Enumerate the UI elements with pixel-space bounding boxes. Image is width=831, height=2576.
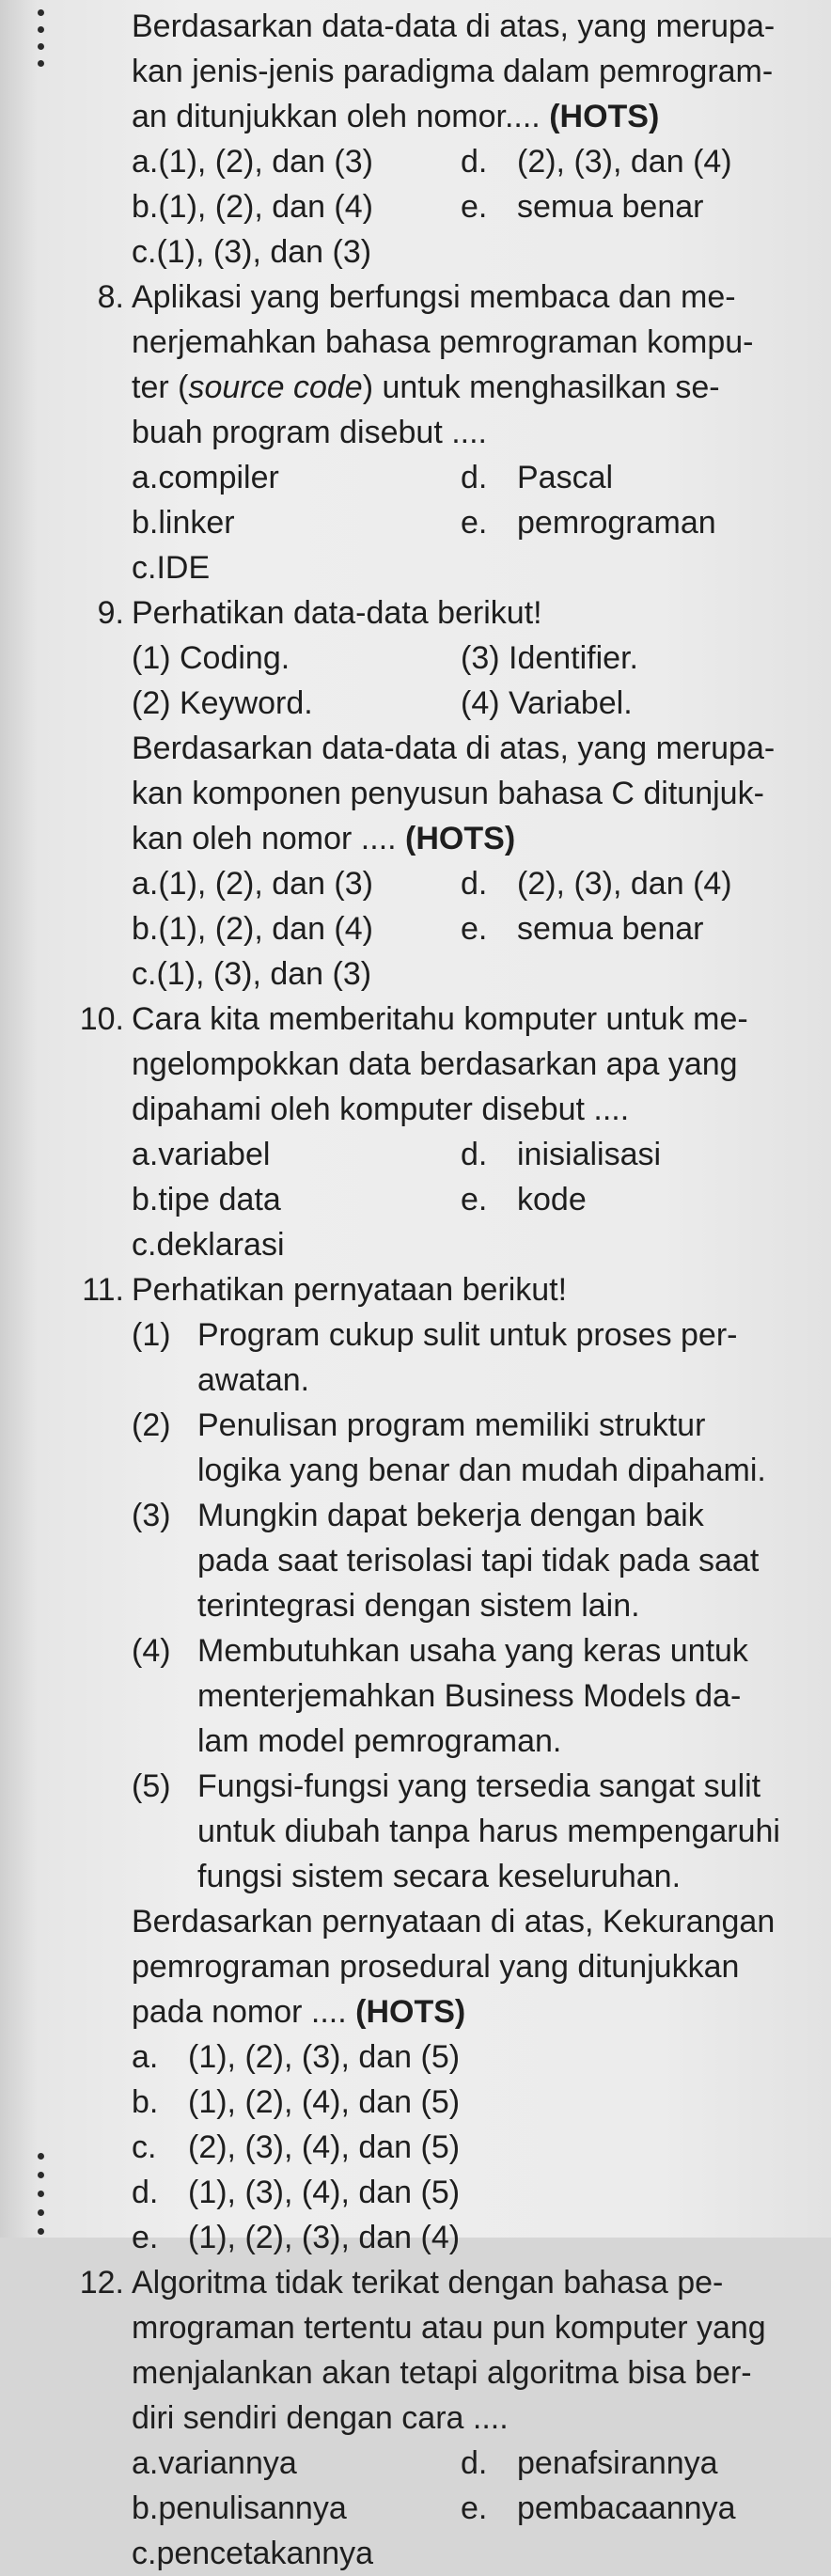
statement-4: (4) Membutuhkan usaha yang keras untuk menterjemahkan Business Models da- lam model pemrograman. — [132, 1633, 748, 1759]
question-11 — [82, 1267, 818, 2260]
binding-hole — [38, 2172, 44, 2178]
option-a[interactable]: a. (1), (2), dan (3) — [132, 144, 373, 180]
question-7 — [132, 4, 818, 275]
option-d[interactable]: d. Pascal — [461, 460, 614, 495]
hots-label: (HOTS) — [405, 821, 516, 856]
option-row — [132, 455, 818, 500]
question-text-line: kan komponen penyusun bahasa C ditunjuk- — [132, 776, 764, 811]
option-b[interactable]: b. penulisannya — [132, 2490, 347, 2526]
option-c[interactable]: c. IDE — [132, 550, 211, 586]
question-number: 12. — [79, 2265, 124, 2301]
question-text-line: ter (source code) untuk menghasilkan se- — [132, 369, 720, 405]
question-text-line: an ditunjukkan oleh nomor.... (HOTS) — [132, 99, 660, 134]
question-number: 8. — [97, 279, 124, 315]
question-list — [79, 0, 818, 2576]
question-text-line: kan jenis-jenis paradigma dalam pemrogram- — [132, 54, 774, 89]
option-a[interactable]: a. variannya — [132, 2445, 297, 2481]
option-b[interactable]: b. (1), (2), dan (4) — [132, 189, 373, 225]
question-text-line: pemrograman prosedural yang ditunjukkan — [132, 1949, 740, 1985]
option-row — [132, 2531, 818, 2576]
question-text-line: dipahami oleh komputer disebut .... — [132, 1092, 630, 1127]
option-e[interactable]: e. (1), (2), (3), dan (4) — [132, 2220, 461, 2255]
option-b[interactable]: b. tipe data — [132, 1182, 281, 1217]
statement-3: (3) Mungkin dapat bekerja dengan baik pada saat terisolasi tapi tidak pada saat terintegrasi dengan sistem lain. — [132, 1498, 760, 1624]
option-row — [132, 139, 818, 184]
question-text-line: nerjemahkan bahasa pemrograman kompu- — [132, 324, 754, 360]
option-a[interactable]: a. variabel — [132, 1137, 271, 1172]
question-9 — [97, 590, 818, 997]
data-item: (1) Coding. — [132, 640, 290, 676]
binding-hole — [38, 60, 44, 67]
statement-5: (5) Fungsi-fungsi yang tersedia sangat sulit untuk diubah tanpa harus mempengaruhi fungsi sistem secara keseluruhan. — [132, 1768, 780, 1894]
binding-hole — [38, 2191, 44, 2197]
option-d[interactable]: d. (2), (3), dan (4) — [461, 866, 732, 902]
option-row — [132, 1177, 818, 1222]
question-text-line: kan oleh nomor .... (HOTS) — [132, 821, 516, 856]
option-c[interactable]: c. pencetakannya — [132, 2536, 374, 2571]
binding-hole — [38, 2153, 44, 2160]
question-8 — [97, 275, 818, 590]
binding-hole — [38, 9, 44, 16]
data-item: (4) Variabel. — [461, 685, 633, 721]
option-row — [132, 229, 818, 275]
data-row — [132, 636, 818, 681]
question-text-line: buah program disebut .... — [132, 415, 488, 450]
hots-label: (HOTS) — [355, 1994, 466, 2030]
question-text-line: Berdasarkan pernyataan di atas, Kekurangan — [132, 1904, 776, 1940]
option-a[interactable]: a. compiler — [132, 460, 279, 495]
question-text-line: Berdasarkan data-data di atas, yang merupa- — [132, 8, 776, 44]
question-text-line: menjalankan akan tetapi algoritma bisa ber- — [132, 2355, 752, 2391]
option-row — [132, 2441, 818, 2486]
option-e[interactable]: e. semua benar — [461, 189, 704, 225]
question-intro: Perhatikan pernyataan berikut! — [132, 1272, 568, 1308]
option-d[interactable]: d. (2), (3), dan (4) — [461, 144, 732, 180]
option-c[interactable]: c. (1), (3), dan (3) — [132, 956, 372, 992]
option-b[interactable]: b. (1), (2), (4), dan (5) — [132, 2084, 461, 2120]
data-item: (3) Identifier. — [461, 640, 638, 676]
option-row — [132, 951, 818, 997]
binding-hole — [38, 2209, 44, 2216]
option-d[interactable]: d. penafsirannya — [461, 2445, 718, 2481]
question-text-line: Berdasarkan data-data di atas, yang merupa- — [132, 730, 776, 766]
option-row — [132, 1132, 818, 1177]
option-e[interactable]: e. kode — [461, 1182, 587, 1217]
question-number: 11. — [82, 1272, 124, 1308]
option-row — [132, 545, 818, 590]
option-b[interactable]: b. linker — [132, 505, 235, 541]
question-10 — [79, 997, 818, 1267]
question-text-line: mrograman tertentu atau pun komputer yang — [132, 2310, 766, 2346]
data-item: (2) Keyword. — [132, 685, 313, 721]
option-c[interactable]: c. deklarasi — [132, 1227, 285, 1263]
question-12 — [79, 2260, 818, 2576]
hots-label: (HOTS) — [549, 99, 660, 134]
question-number: 9. — [97, 595, 124, 631]
option-a[interactable]: a. (1), (2), (3), dan (5) — [132, 2039, 461, 2075]
option-e[interactable]: e. semua benar — [461, 911, 704, 947]
question-text-line: Algoritma tidak terikat dengan bahasa pe- — [132, 2265, 724, 2301]
option-e[interactable]: e. pembacaannya — [461, 2490, 736, 2526]
italic-term: source code — [188, 369, 363, 405]
option-row — [132, 906, 818, 951]
statement-2: (2) Penulisan program memiliki struktur logika yang benar dan mudah dipahami. — [132, 1407, 766, 1488]
option-row — [132, 184, 818, 229]
question-text-line: diri sendiri dengan cara .... — [132, 2400, 509, 2436]
option-c[interactable]: c. (2), (3), (4), dan (5) — [132, 2129, 461, 2165]
option-a[interactable]: a. (1), (2), dan (3) — [132, 866, 373, 902]
binding-hole — [38, 2228, 44, 2235]
question-number: 10. — [79, 1001, 124, 1037]
option-row — [132, 500, 818, 545]
question-text-line: Aplikasi yang berfungsi membaca dan me- — [132, 279, 736, 315]
option-c[interactable]: c. (1), (3), dan (3) — [132, 234, 372, 270]
option-e[interactable]: e. pemrograman — [461, 505, 716, 541]
question-text-line: Cara kita memberitahu komputer untuk me- — [132, 1001, 748, 1037]
option-d[interactable]: d. inisialisasi — [461, 1137, 662, 1172]
option-row — [132, 861, 818, 906]
binding-holes — [38, 0, 40, 2238]
question-text-line: pada nomor .... (HOTS) — [132, 1994, 466, 2030]
question-text-line: ngelompokkan data berdasarkan apa yang — [132, 1046, 738, 1082]
data-row — [132, 681, 818, 726]
option-d[interactable]: d. (1), (3), (4), dan (5) — [132, 2175, 461, 2210]
question-intro: Perhatikan data-data berikut! — [132, 595, 542, 631]
statement-1: (1) Program cukup sulit untuk proses per- awatan. — [132, 1317, 738, 1398]
binding-hole — [38, 43, 44, 50]
option-b[interactable]: b. (1), (2), dan (4) — [132, 911, 373, 947]
option-row — [132, 2486, 818, 2531]
option-row — [132, 1222, 818, 1267]
binding-hole — [38, 26, 44, 33]
